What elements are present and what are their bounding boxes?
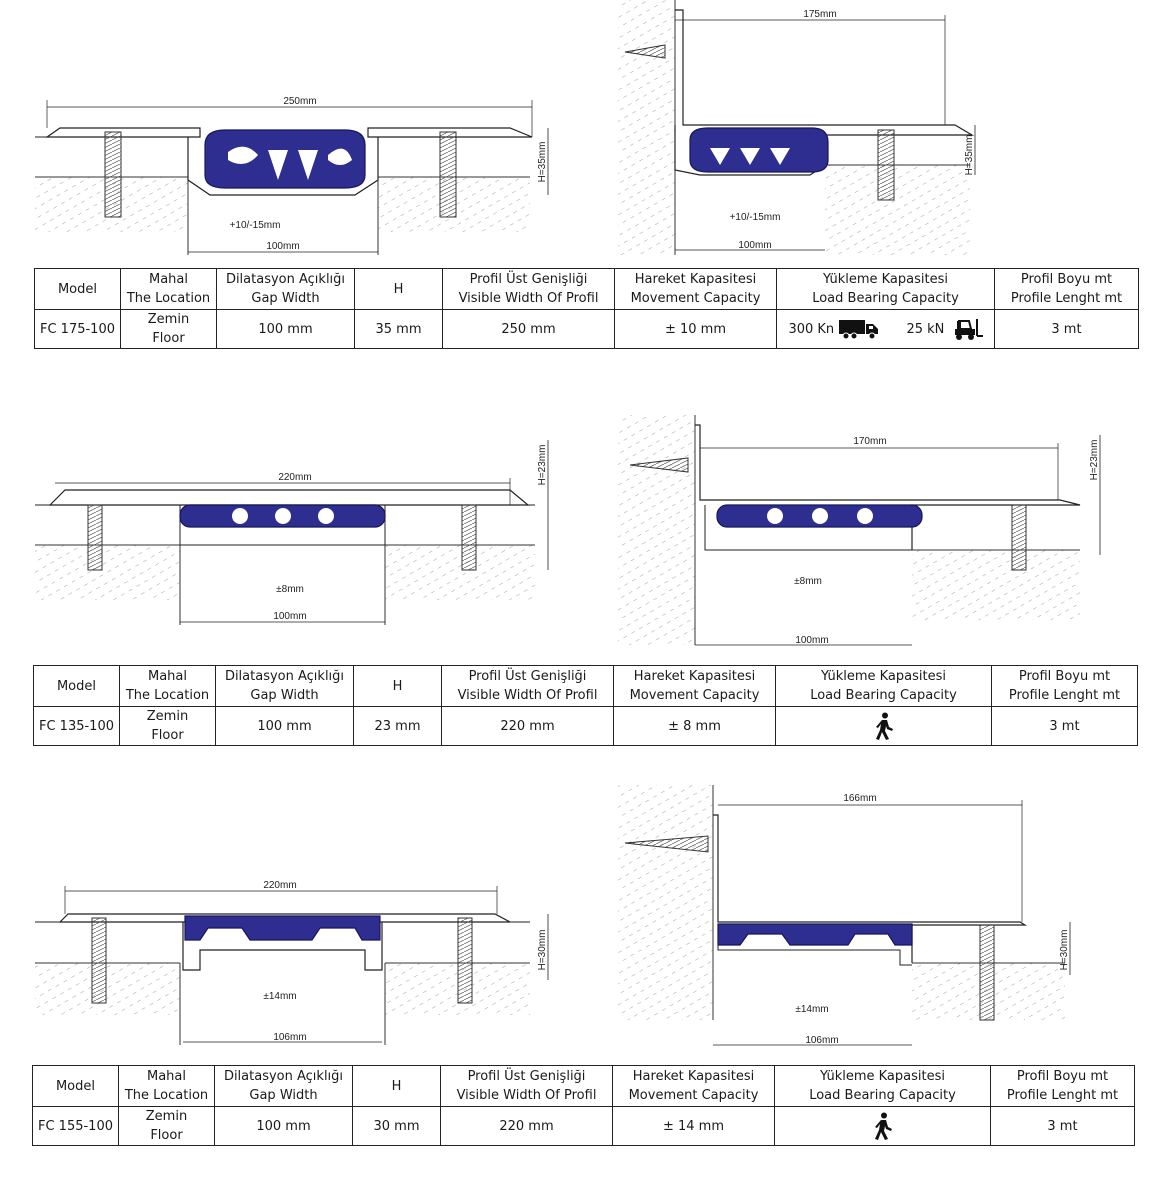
load-truck-value: 300 Kn <box>788 321 835 337</box>
drawing-fc135-floor <box>35 440 548 625</box>
fc175-wall-height-label: H=35mm <box>964 134 975 176</box>
pedestrian-icon <box>872 1112 894 1140</box>
header-movement: Hareket Kapasitesi Movement Capacity <box>613 1066 775 1107</box>
header-h: H <box>354 666 442 707</box>
fc135-wall-movement-label: ±8mm <box>794 576 822 587</box>
drawing-fc155-floor <box>35 880 548 1045</box>
cell-movement: ± 14 mm <box>613 1107 775 1146</box>
cell-movement: ± 10 mm <box>615 310 777 349</box>
header-gap: Dilatasyon Açıklığı Gap Width <box>215 1066 353 1107</box>
fc155-floor-width-label: 220mm <box>263 880 297 891</box>
cell-location: Zemin Floor <box>120 707 216 746</box>
fc175-floor-gap-label: 100mm <box>266 241 300 252</box>
header-width: Profil Üst Genişliği Visible Width Of Profil <box>443 269 615 310</box>
header-load: Yükleme Kapasitesi Load Bearing Capacity <box>775 1066 991 1107</box>
cell-h: 35 mm <box>355 310 443 349</box>
fc135-wall-width-label: 170mm <box>853 436 887 447</box>
fc175-floor-movement-label: +10/-15mm <box>229 220 281 231</box>
drawing-fc175-floor <box>35 96 548 255</box>
cell-model: FC 175-100 <box>35 310 121 349</box>
header-gap: Dilatasyon Açıklığı Gap Width <box>216 666 354 707</box>
header-location: Mahal The Location <box>121 269 217 310</box>
drawing-fc175-wall <box>618 0 975 255</box>
fc175-floor-height-label: H=35mm <box>537 141 548 183</box>
header-location: Mahal The Location <box>120 666 216 707</box>
header-width: Profil Üst Genişliği Visible Width Of Profil <box>441 1066 613 1107</box>
drawing-fc155-wall <box>618 785 1070 1046</box>
header-model: Model <box>33 1066 119 1107</box>
cell-length: 3 mt <box>991 1107 1135 1146</box>
cell-model: FC 135-100 <box>34 707 120 746</box>
header-movement: Hareket Kapasitesi Movement Capacity <box>615 269 777 310</box>
fc135-floor-movement-label: ±8mm <box>276 584 304 595</box>
spec-table-fc175 <box>34 268 1139 349</box>
cell-gap: 100 mm <box>216 707 354 746</box>
cell-gap: 100 mm <box>217 310 355 349</box>
fc155-wall-height-label: H=30mm <box>1059 929 1070 971</box>
header-location: Mahal The Location <box>119 1066 215 1107</box>
header-load: Yükleme Kapasitesi Load Bearing Capacity <box>777 269 995 310</box>
fc155-floor-height-label: H=30mm <box>537 929 548 971</box>
fc135-wall-height-label: H=23mm <box>1089 439 1100 481</box>
header-length: Profil Boyu mt Profile Lenght mt <box>991 1066 1135 1107</box>
cell-gap: 100 mm <box>215 1107 353 1146</box>
fc175-floor-width-label: 250mm <box>283 96 317 107</box>
load-forklift-value: 25 kN <box>906 321 945 337</box>
spec-table-fc135 <box>33 665 1138 746</box>
fc155-floor-gap-label: 106mm <box>273 1032 307 1043</box>
fc135-floor-height-label: H=23mm <box>537 444 548 486</box>
cell-load <box>775 1107 991 1146</box>
cell-length: 3 mt <box>995 310 1139 349</box>
cell-length: 3 mt <box>992 707 1138 746</box>
header-model: Model <box>34 666 120 707</box>
cell-location: Zemin Floor <box>121 310 217 349</box>
cell-load <box>777 310 995 349</box>
fc155-floor-movement-label: ±14mm <box>263 991 297 1002</box>
header-h: H <box>353 1066 441 1107</box>
header-h: H <box>355 269 443 310</box>
cell-width: 220 mm <box>441 1107 613 1146</box>
cell-movement: ± 8 mm <box>614 707 776 746</box>
cell-width: 220 mm <box>442 707 614 746</box>
cell-model: FC 155-100 <box>33 1107 119 1146</box>
header-length: Profil Boyu mt Profile Lenght mt <box>992 666 1138 707</box>
fc175-wall-width-label: 175mm <box>803 9 837 20</box>
header-width: Profil Üst Genişliği Visible Width Of Profil <box>442 666 614 707</box>
header-model: Model <box>35 269 121 310</box>
pedestrian-icon <box>873 712 895 740</box>
fc155-wall-movement-label: ±14mm <box>795 1004 829 1015</box>
cell-location: Zemin Floor <box>119 1107 215 1146</box>
cell-h: 23 mm <box>354 707 442 746</box>
fc155-wall-width-label: 166mm <box>843 793 877 804</box>
fc135-floor-width-label: 220mm <box>278 472 312 483</box>
spec-table-fc155 <box>32 1065 1135 1146</box>
fc175-wall-gap-label: 100mm <box>738 240 772 251</box>
cell-width: 250 mm <box>443 310 615 349</box>
cell-load <box>776 707 992 746</box>
fc135-wall-gap-label: 100mm <box>795 635 829 646</box>
truck-icon <box>838 317 880 341</box>
fc175-wall-movement-label: +10/-15mm <box>729 212 781 223</box>
header-movement: Hareket Kapasitesi Movement Capacity <box>614 666 776 707</box>
header-gap: Dilatasyon Açıklığı Gap Width <box>217 269 355 310</box>
header-length: Profil Boyu mt Profile Lenght mt <box>995 269 1139 310</box>
cell-h: 30 mm <box>353 1107 441 1146</box>
fc135-floor-gap-label: 100mm <box>273 611 307 622</box>
drawing-fc135-wall <box>618 415 1100 646</box>
header-load: Yükleme Kapasitesi Load Bearing Capacity <box>776 666 992 707</box>
forklift-icon <box>949 317 983 341</box>
fc155-wall-gap-label: 106mm <box>805 1035 839 1046</box>
